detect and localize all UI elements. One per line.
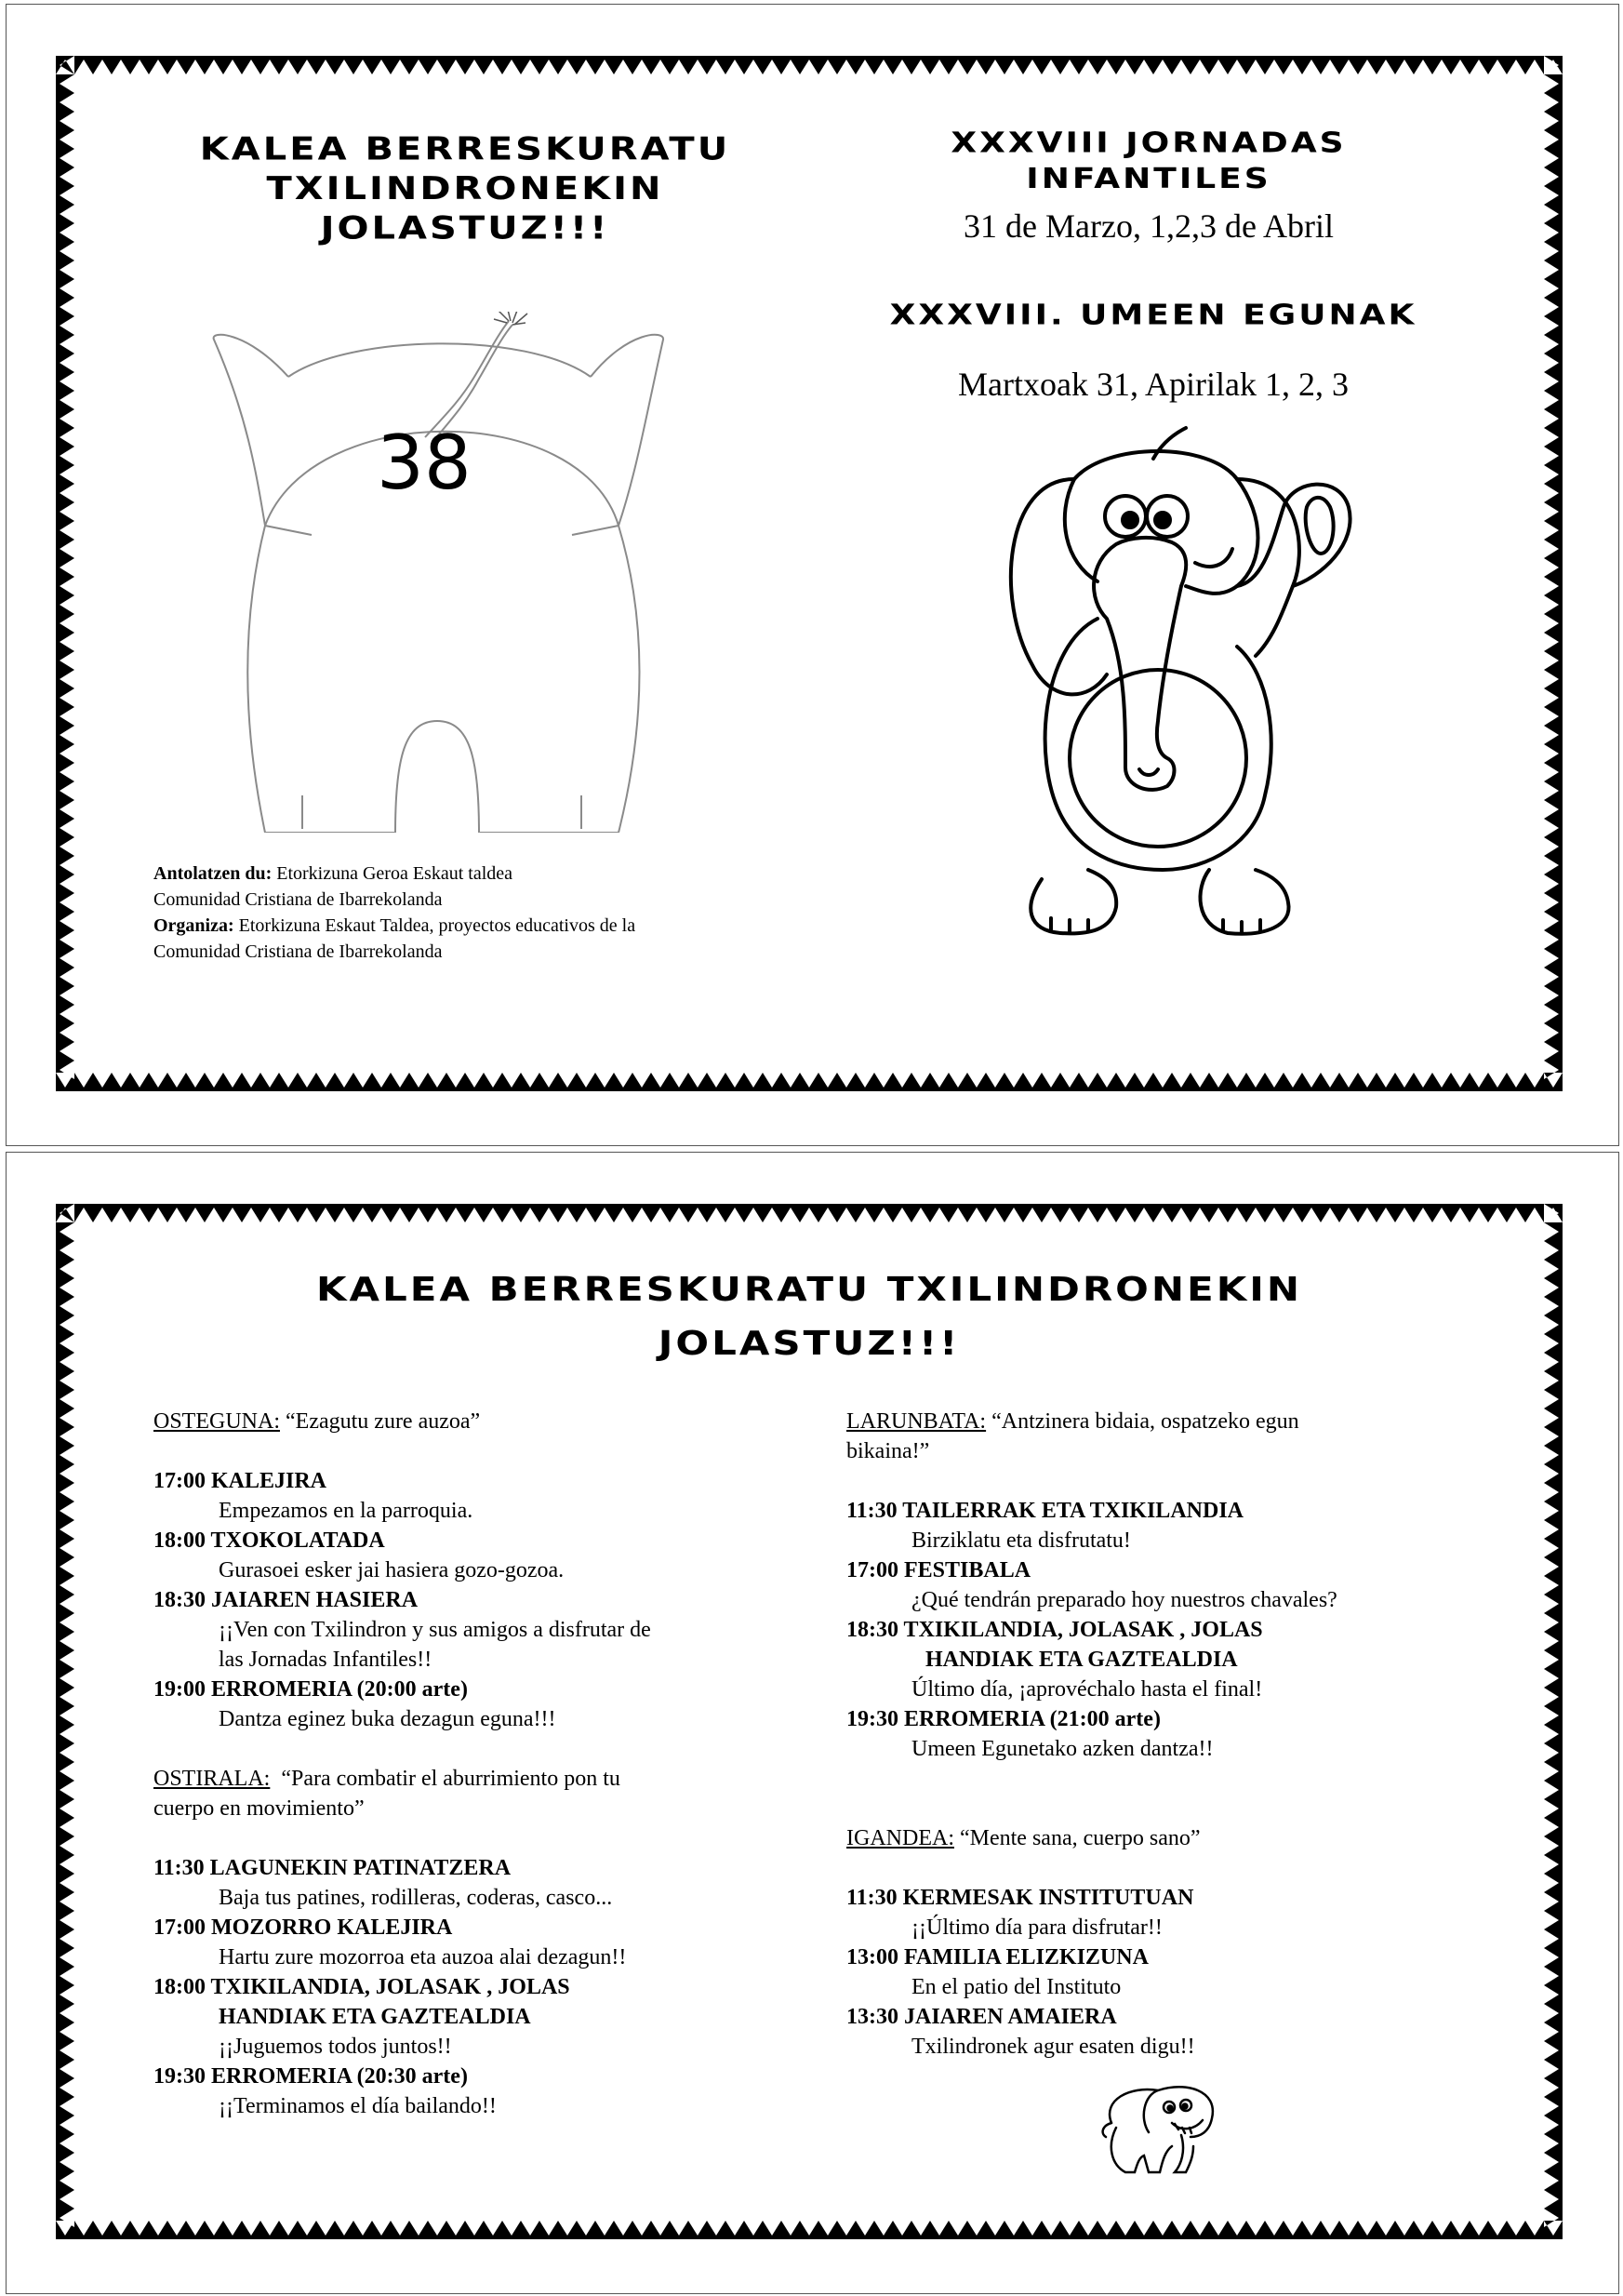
saturday-heading	[846, 1407, 1479, 1436]
sunday-day: IGANDEA:	[846, 1826, 954, 1850]
friday-event-3-title: 18:00 TXIKILANDIA, JOLASAK , JOLAS	[153, 1975, 570, 1999]
saturday-event-4-title: 19:30 ERROMERIA (21:00 arte)	[846, 1707, 1161, 1731]
saturday-motto: “Antzinera bidaia, ospatzeko egun	[991, 1409, 1299, 1434]
saturday-event-4-desc: Umeen Egunetako azken dantza!!	[911, 1737, 1214, 1761]
cover-title-spanish-line-2: INFANTILES	[1026, 162, 1271, 195]
cover-title-spanish	[870, 126, 1428, 197]
thursday-heading	[153, 1407, 777, 1436]
friday-heading	[153, 1764, 777, 1794]
friday-event-1-desc: Baja tus patines, rodilleras, coderas, casco...	[219, 1886, 613, 1910]
sunday-event-1-desc: ¡¡Último día para disfrutar!!	[911, 1916, 1163, 1940]
cover-title-basque-line-2: TXILINDRONEKIN	[266, 170, 664, 207]
saturday-event-3-desc: Último día, ¡aprovéchalo hasta el final!	[911, 1677, 1263, 1702]
friday-motto-2: cuerpo en movimiento”	[153, 1796, 365, 1821]
sunday-event-3-title: 13:30 JAIAREN AMAIERA	[846, 2005, 1117, 2029]
thursday-event-2-desc: Gurasoei esker jai hasiera gozo-gozoa.	[219, 1558, 565, 1582]
program-title-line-1: KALEA BERRESKURATU TXILINDRONEKIN	[315, 1269, 1303, 1309]
cover-title-basque-line-3: JOLASTUZ!!!	[320, 209, 610, 247]
thursday-motto: “Ezagutu zure auzoa”	[286, 1409, 481, 1434]
program-right-column	[846, 1407, 1479, 2062]
friday-motto: “Para combatir el aburrimiento pon tu	[281, 1767, 620, 1791]
small-elephant-icon	[1093, 2072, 1223, 2179]
thursday-event-3-desc: ¡¡Ven con Txilindron y sus amigos a disfrutar de	[219, 1618, 651, 1642]
organizer-es-line-2: Comunidad Cristiana de Ibarrekolanda	[153, 941, 443, 962]
friday-event-3-title-2: HANDIAK ETA GAZTEALDIA	[219, 2005, 531, 2029]
thursday-day: OSTEGUNA:	[153, 1409, 280, 1434]
saturday-day: LARUNBATA:	[846, 1409, 987, 1434]
sunday-heading	[846, 1823, 1479, 1853]
friday-event-4-desc: ¡¡Terminamos el día bailando!!	[219, 2094, 497, 2118]
saturday-motto-2: bikaina!”	[846, 1439, 930, 1463]
cover-dates-euskara: Martxoak 31, Apirilak 1, 2, 3	[958, 366, 1349, 403]
elephant-outline-icon	[209, 312, 674, 833]
cover-title-basque	[158, 129, 772, 248]
waving-elephant-icon	[986, 423, 1358, 944]
cover-title-spanish-line-1: XXXVIII JORNADAS	[951, 127, 1347, 160]
organizer-eu-label: Antolatzen du:	[153, 863, 273, 884]
sunday-event-3-desc: Txilindronek agur esaten digu!!	[911, 2035, 1195, 2059]
friday-event-4-title: 19:30 ERROMERIA (20:30 arte)	[153, 2064, 468, 2089]
thursday-event-2-title: 18:00 TXOKOLATADA	[153, 1528, 385, 1553]
sunday-event-1-title: 11:30 KERMESAK INSTITUTUAN	[846, 1886, 1194, 1910]
thursday-event-4-desc: Dantza eginez buka dezagun eguna!!!	[219, 1707, 556, 1731]
friday-day: OSTIRALA:	[153, 1767, 271, 1791]
thursday-event-1-title: 17:00 KALEJIRA	[153, 1469, 327, 1493]
sunday-motto: “Mente sana, cuerpo sano”	[959, 1826, 1201, 1850]
program-title	[149, 1262, 1470, 1370]
thursday-event-3-title: 18:30 JAIAREN HASIERA	[153, 1588, 419, 1612]
saturday-event-3-title-2: HANDIAK ETA GAZTEALDIA	[925, 1648, 1238, 1672]
program-left-column	[153, 1407, 777, 2121]
thursday-event-1-desc: Empezamos en la parroquia.	[219, 1499, 473, 1523]
organizer-eu-text: Etorkizuna Geroa Eskaut taldea	[276, 863, 513, 884]
friday-event-1-title: 11:30 LAGUNEKIN PATINATZERA	[153, 1856, 512, 1880]
saturday-event-1-desc: Birziklatu eta disfrutatu!	[911, 1528, 1131, 1553]
saturday-event-3-title: 18:30 TXIKILANDIA, JOLASAK , JOLAS	[846, 1618, 1263, 1642]
organizer-eu-line-2: Comunidad Cristiana de Ibarrekolanda	[153, 889, 443, 910]
saturday-event-2-desc: ¿Qué tendrán preparado hoy nuestros chavales?	[911, 1588, 1337, 1612]
cover-title-basque-line-1: KALEA BERRESKURATU	[199, 130, 731, 168]
friday-event-3-desc: ¡¡Juguemos todos juntos!!	[219, 2035, 452, 2059]
elephant-number: 38	[377, 420, 472, 506]
thursday-event-4-title: 19:00 ERROMERIA (20:00 arte)	[153, 1677, 468, 1702]
cover-dates-spanish: 31 de Marzo, 1,2,3 de Abril	[964, 207, 1334, 245]
sunday-event-2-title: 13:00 FAMILIA ELIZKIZUNA	[846, 1945, 1149, 1969]
thursday-event-3-desc-2: las Jornadas Infantiles!!	[219, 1648, 432, 1672]
cover-credits	[153, 861, 781, 965]
friday-event-2-title: 17:00 MOZORRO KALEJIRA	[153, 1916, 453, 1940]
saturday-event-2-title: 17:00 FESTIBALA	[846, 1558, 1031, 1582]
friday-event-2-desc: Hartu zure mozorroa eta auzoa alai dezagun!!	[219, 1945, 627, 1969]
sunday-event-2-desc: En el patio del Instituto	[911, 1975, 1122, 1999]
organizer-es-label: Organiza:	[153, 915, 234, 936]
program-title-line-2: JOLASTUZ!!!	[658, 1323, 961, 1363]
cover-title-euskara: XXXVIII. UMEEN EGUNAK	[889, 299, 1417, 331]
organizer-es-text: Etorkizuna Eskaut Taldea, proyectos educativos de la	[238, 915, 636, 936]
saturday-event-1-title: 11:30 TAILERRAK ETA TXIKILANDIA	[846, 1499, 1244, 1523]
